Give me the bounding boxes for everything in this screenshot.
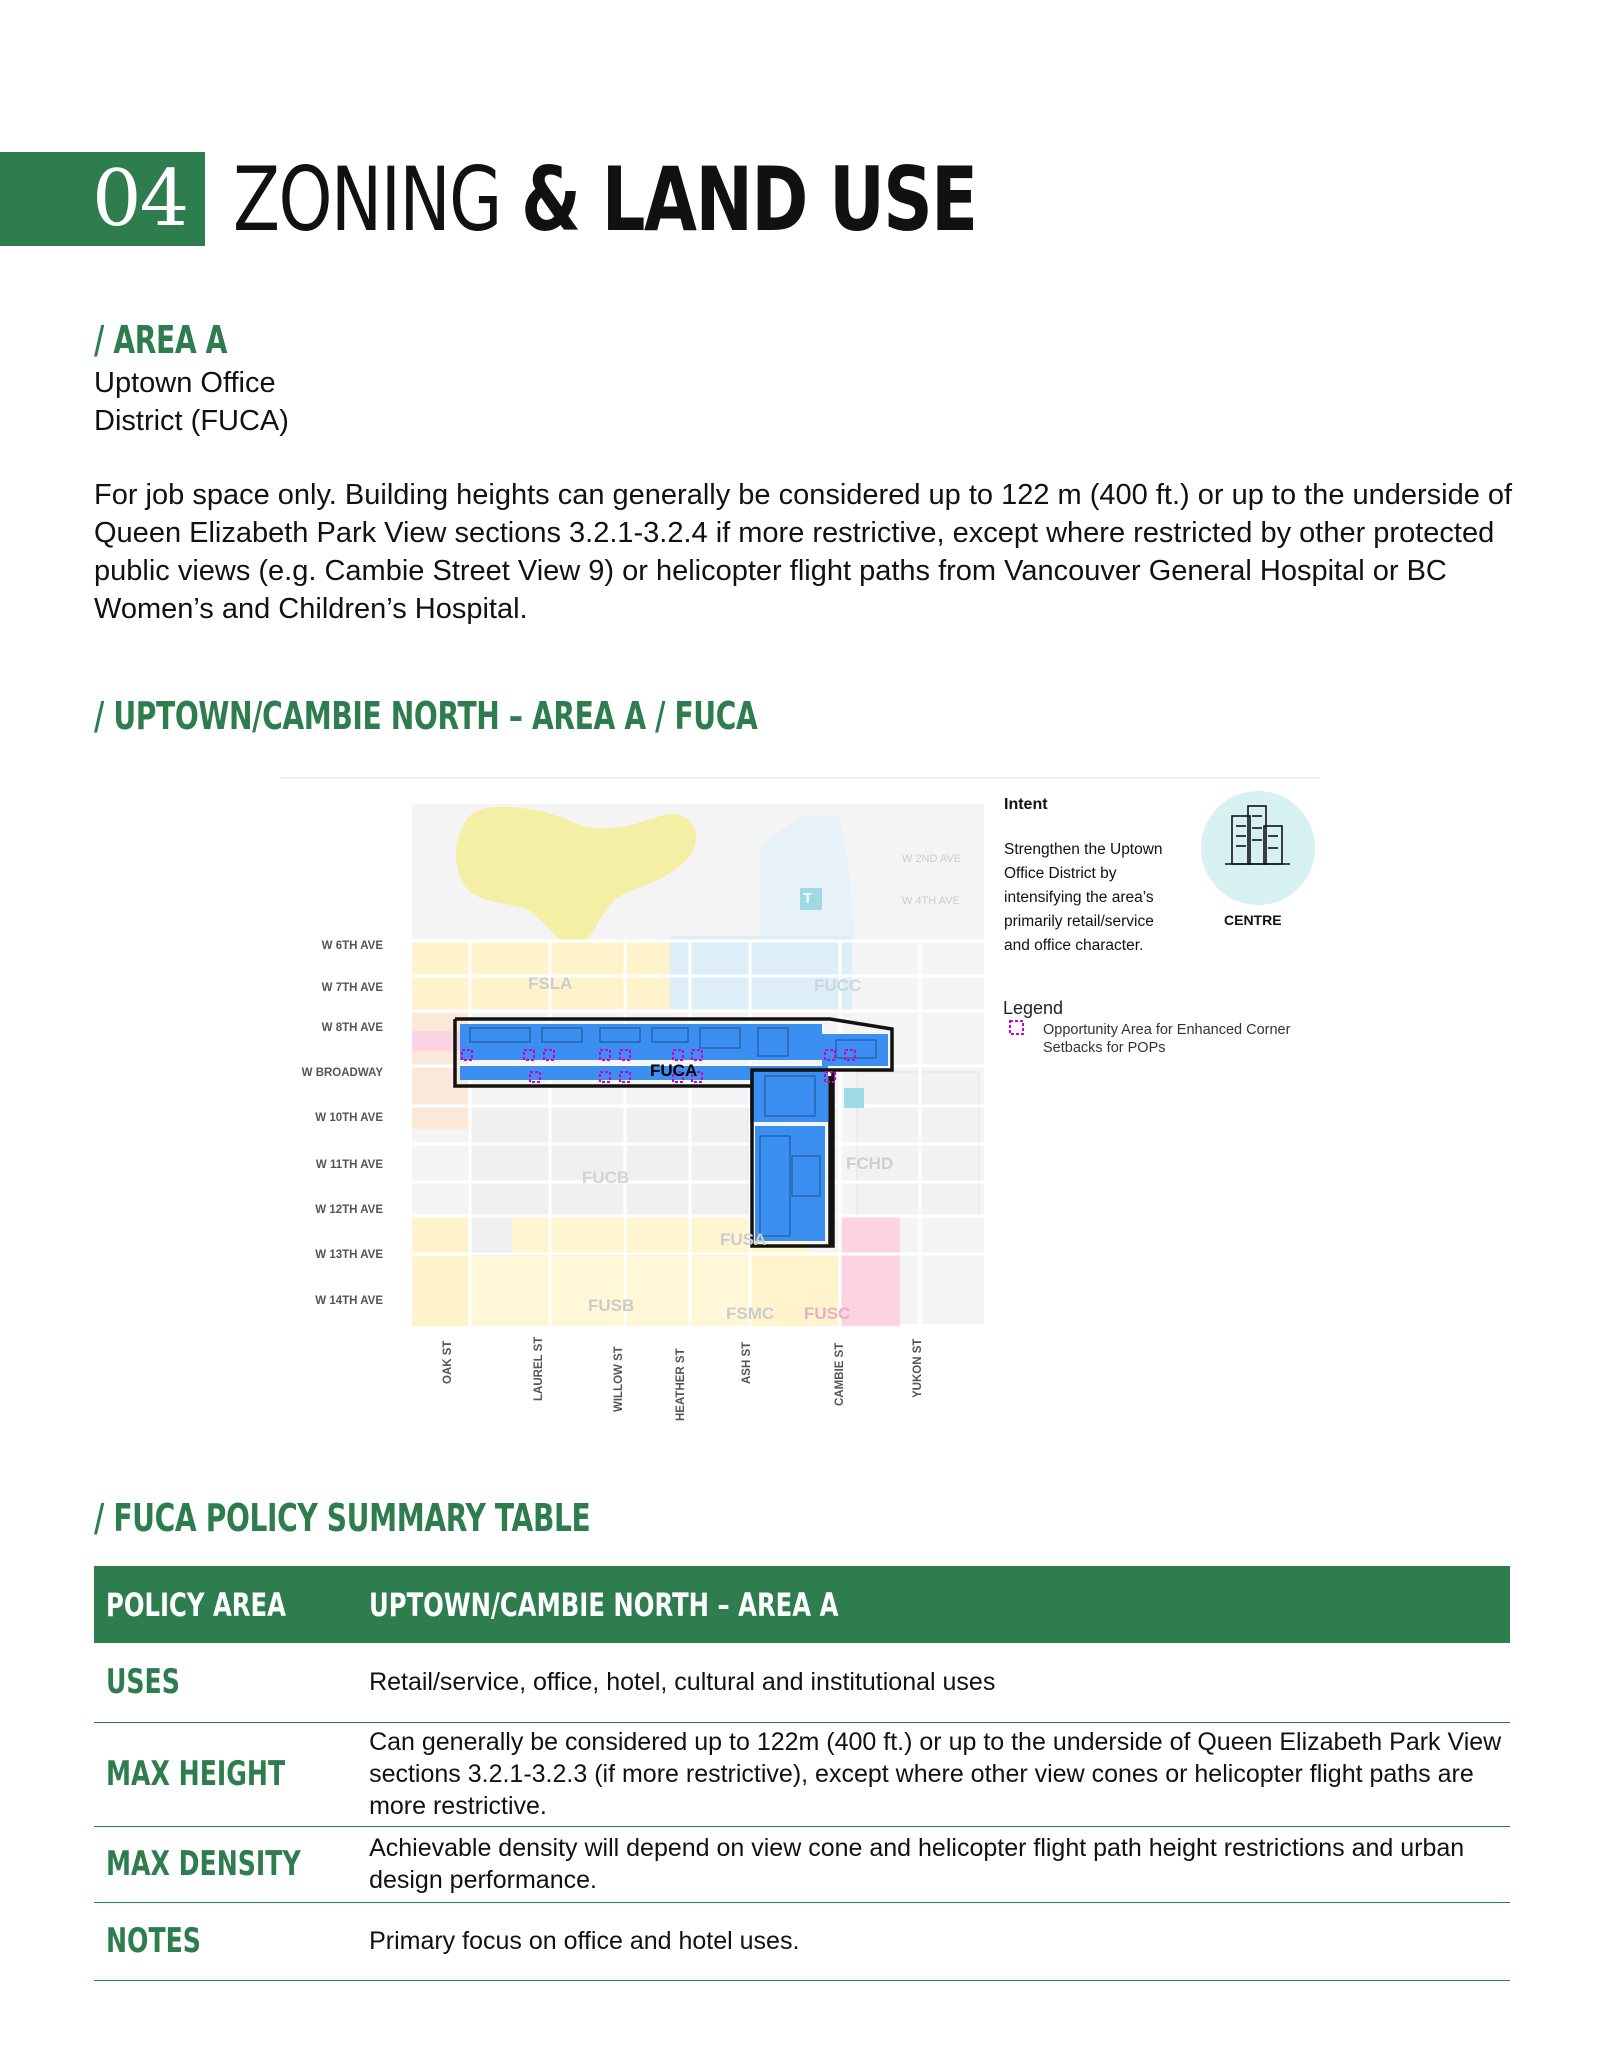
fucc-zone: [670, 936, 852, 1011]
zoning-map: [280, 776, 1320, 1436]
avenue-label: W 6TH AVE: [321, 940, 383, 952]
intent-badge-label: CENTRE: [1224, 912, 1282, 928]
avenue-label: W 11TH AVE: [315, 1159, 383, 1171]
table-header-row: [94, 1566, 1510, 1643]
zone-label-fchd: FCHD: [846, 1154, 894, 1173]
zone-label-fsla: FSLA: [528, 974, 573, 993]
intent-line: intensifying the area’s: [1004, 889, 1154, 906]
zone-label-fusc: FUSC: [804, 1304, 851, 1323]
row-text: Primary focus on office and hotel uses.: [369, 1902, 1510, 1980]
avenue-label-faint: W 2ND AVE: [902, 853, 962, 865]
fuca-north-block-ash: [750, 1024, 822, 1060]
zone-label-fusa: FUSA: [720, 1230, 767, 1249]
street-label: YUKON ST: [912, 1338, 924, 1398]
chapter-number: 04: [92, 154, 188, 244]
street-label: ASH ST: [741, 1341, 753, 1384]
zone-label-fucb: FUCB: [582, 1168, 630, 1187]
table-header-cell: [369, 1566, 1510, 1643]
street-label: WILLOW ST: [613, 1346, 625, 1412]
avenue-label: W 7TH AVE: [321, 982, 383, 994]
intent-line: primarily retail/service: [1004, 913, 1154, 930]
intent-line: Strengthen the Uptown: [1004, 841, 1163, 858]
area-heading: / AREA A: [94, 318, 228, 362]
row-label-cell: [94, 1902, 369, 1980]
legend-pops-marker: [1010, 1021, 1023, 1034]
row-label-cell: [94, 1643, 369, 1722]
area-subtitle-line1: Uptown Office: [94, 367, 276, 399]
row-text: Can generally be considered up to 122m (400 ft.) or up to the underside of Queen Elizabeth Park View sections 3.2.1-3.2.3 (if more restrictive), except where other view cones or helicopter flight paths are more restrictive.: [369, 1722, 1510, 1826]
zoning-map-graphic: [280, 776, 1320, 1436]
avenue-label: W 10TH AVE: [315, 1112, 383, 1124]
street-label: OAK ST: [442, 1340, 454, 1384]
legend-title: Legend: [1003, 998, 1064, 1018]
zone-label-fusb: FUSB: [588, 1296, 635, 1315]
legend-line: Opportunity Area for Enhanced Corner: [1043, 1022, 1291, 1038]
table-row: [94, 1902, 1510, 1980]
intent-title: Intent: [1004, 796, 1048, 813]
table-row: [94, 1643, 1510, 1722]
west-south-yellow: [412, 1216, 470, 1326]
policy-summary-table: [94, 1566, 1510, 1981]
legend-item-text: [1043, 1021, 1290, 1057]
area-subtitle: [94, 364, 289, 440]
zone-label-fucc: FUCC: [814, 976, 862, 995]
row-label-cell: [94, 1722, 369, 1826]
intent-text: [1004, 838, 1163, 958]
area-subtitle-line2: District (FUCA): [94, 405, 289, 437]
transit-label: T: [803, 890, 813, 907]
table-row: [94, 1826, 1510, 1902]
intent-badge-circle: [1201, 791, 1315, 905]
street-label: LAUREL ST: [533, 1336, 545, 1401]
intent-line: and office character.: [1004, 937, 1144, 954]
title-light: ZONING: [233, 148, 522, 251]
street-label: CAMBIE ST: [834, 1342, 846, 1406]
row-label-cell: [94, 1826, 369, 1902]
avenue-label: W 14TH AVE: [315, 1295, 383, 1307]
avenue-label: W 8TH AVE: [321, 1022, 383, 1034]
row-label: NOTES: [106, 1921, 201, 1961]
legend-line: Setbacks for POPs: [1043, 1040, 1166, 1056]
table-row: [94, 1722, 1510, 1826]
zone-label-fuca: FUCA: [650, 1061, 698, 1080]
row-text: Achievable density will depend on view cone and helicopter flight path height restrictions and urban design performance.: [369, 1826, 1510, 1902]
map-section-heading: / UPTOWN/CAMBIE NORTH – AREA A / FUCA: [94, 694, 758, 738]
header-area-a: UPTOWN/CAMBIE NORTH – AREA A: [369, 1585, 839, 1624]
row-text: Retail/service, office, hotel, cultural and institutional uses: [369, 1643, 1510, 1722]
row-label: MAX DENSITY: [106, 1844, 301, 1884]
fuca-cambie-block-top: [750, 1066, 828, 1122]
title-bold: & LAND USE: [521, 148, 977, 251]
street-label: HEATHER ST: [675, 1348, 687, 1421]
transit-station-marker: [844, 1088, 864, 1108]
area-description: For job space only. Building heights can generally be considered up to 122 m (400 ft.) or up to the underside of Queen Elizabeth Park View sections 3.2.1-3.2.4 if more restrictive, except where restricted by other protected public views (e.g. Cambie Street View 9) or helicopter flight paths from Vancouver General Hospital or BC Women’s and Children’s Hospital.: [94, 479, 1513, 625]
avenue-label: W 12TH AVE: [315, 1204, 383, 1216]
row-label: MAX HEIGHT: [106, 1754, 286, 1794]
header-policy-area: POLICY AREA: [106, 1585, 286, 1624]
page-title: [233, 150, 976, 250]
zone-label-fsmc: FSMC: [726, 1304, 775, 1323]
avenue-label: W 13TH AVE: [315, 1249, 383, 1261]
table-section-heading: / FUCA POLICY SUMMARY TABLE: [94, 1496, 591, 1540]
row-label: USES: [106, 1662, 180, 1703]
table-header-cell: [94, 1566, 369, 1643]
avenue-label: W BROADWAY: [301, 1067, 383, 1079]
intent-line: Office District by: [1004, 865, 1117, 882]
avenue-label-faint: W 4TH AVE: [902, 895, 960, 907]
